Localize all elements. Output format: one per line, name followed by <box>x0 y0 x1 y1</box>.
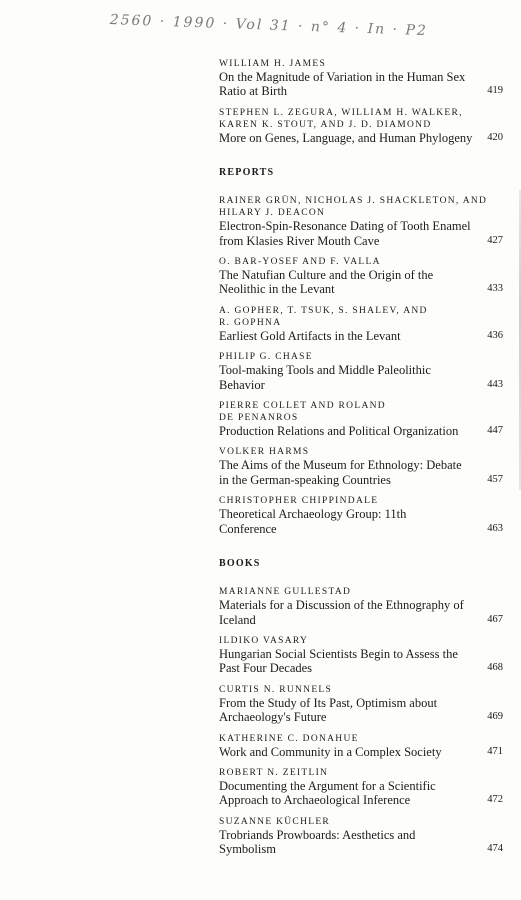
entry-authors: SUZANNE KÜCHLER <box>219 816 331 827</box>
entry-page-number: 469 <box>487 711 503 723</box>
entry-title: Theoretical Archaeology Group: 11th Conference <box>219 507 407 536</box>
entry-authors: PIERRE COLLET AND ROLAND DE PENANROS <box>219 401 386 424</box>
entry-title: Electron-Spin-Resonance Dating of Tooth Enamel from Klasies River Mouth Cave <box>219 219 471 248</box>
entry-authors: RAINER GRÜN, NICHOLAS J. SHACKLETON, AND HILARY J. DEACON <box>219 196 488 219</box>
entry-title: Production Relations and Political Organization <box>219 424 459 439</box>
toc-entry[interactable] <box>219 733 503 759</box>
entry-authors: ROBERT N. ZEITLIN <box>219 767 329 778</box>
section-heading: BOOKS <box>219 558 261 570</box>
entry-page-number: 474 <box>487 843 503 855</box>
entry-authors: MARIANNE GULLESTAD <box>219 587 352 598</box>
section-continued <box>219 58 503 145</box>
entry-title: From the Study of Its Past, Optimism about Archaeology's Future <box>219 695 438 725</box>
entry-title: Tool-making Tools and Middle Paleolithic Behavior <box>219 363 431 392</box>
entry-title: Materials for a Discussion of the Ethnography of Iceland <box>219 598 464 627</box>
toc-entry[interactable] <box>219 351 503 392</box>
entry-page-number: 457 <box>487 473 503 485</box>
entry-authors: STEPHEN L. ZEGURA, WILLIAM H. WALKER, KAREN K. STOUT, AND J. D. DIAMOND <box>219 107 463 130</box>
entry-page-number: 419 <box>487 85 503 97</box>
entry-title: Trobriands Prowboards: Aesthetics and Symbolism <box>219 827 416 857</box>
entry-authors: A. GOPHER, T. TSUK, S. SHALEV, AND R. GOPHNA <box>219 305 428 328</box>
toc-entry[interactable] <box>219 586 503 627</box>
entry-page-number: 463 <box>487 522 503 534</box>
entry-page-number: 472 <box>487 794 503 806</box>
entry-title: The Natufian Culture and the Origin of the Neolithic in the Levant <box>219 268 434 297</box>
entry-page-number: 443 <box>487 378 503 390</box>
entry-page-number: 427 <box>487 234 503 246</box>
entry-title: The Aims of the Museum for Ethnology: Debate in the German-speaking Countries <box>219 458 462 487</box>
section-books <box>219 558 503 856</box>
entry-authors: KATHERINE C. DONAHUE <box>219 733 359 744</box>
section-heading: REPORTS <box>219 167 275 179</box>
entry-authors: CURTIS N. RUNNELS <box>219 684 333 695</box>
entry-title: On the Magnitude of Variation in the Human Sex Ratio at Birth <box>219 70 466 99</box>
toc-entry[interactable] <box>219 495 503 536</box>
entry-page-number: 420 <box>487 131 503 143</box>
toc-entry[interactable] <box>219 816 503 857</box>
section-reports <box>219 167 503 536</box>
entry-page-number: 471 <box>487 745 503 757</box>
entry-authors: WILLIAM H. JAMES <box>219 59 327 69</box>
toc-entry[interactable] <box>219 635 503 676</box>
entry-authors: CHRISTOPHER CHIPPINDALE <box>219 496 379 507</box>
handwritten-note: 2560 · 1990 · Vol 31 · n° 4 · In · P2 <box>109 12 429 40</box>
entry-page-number: 468 <box>487 662 503 674</box>
entry-page-number: 433 <box>487 283 503 295</box>
entry-authors: ILDIKO VASARY <box>219 635 309 646</box>
toc-entry[interactable] <box>219 195 503 248</box>
toc-entry[interactable] <box>219 400 503 438</box>
entry-page-number: 467 <box>487 613 503 625</box>
entry-title: Hungarian Social Scientists Begin to Assess the Past Four Decades <box>219 646 458 676</box>
entry-title: Work and Community in a Complex Society <box>219 744 442 759</box>
entry-authors: VOLKER HARMS <box>219 447 310 458</box>
entry-page-number: 436 <box>487 329 503 341</box>
entry-page-number: 447 <box>487 425 503 437</box>
toc-entry[interactable] <box>219 58 503 99</box>
toc-entry[interactable] <box>219 305 503 343</box>
entry-title: Earliest Gold Artifacts in the Levant <box>219 328 401 343</box>
entry-title: Documenting the Argument for a Scientific Approach to Archaeological Inference <box>219 778 436 808</box>
toc-entry[interactable] <box>219 256 503 297</box>
entry-authors: PHILIP G. CHASE <box>219 352 313 363</box>
toc-entry[interactable] <box>219 767 503 808</box>
toc-entry[interactable] <box>219 107 503 145</box>
entry-authors: O. BAR-YOSEF AND F. VALLA <box>219 257 381 268</box>
toc-entry[interactable] <box>219 684 503 725</box>
toc-entry[interactable] <box>219 446 503 487</box>
entry-title: More on Genes, Language, and Human Phylogeny <box>219 130 473 145</box>
table-of-contents <box>219 58 503 865</box>
